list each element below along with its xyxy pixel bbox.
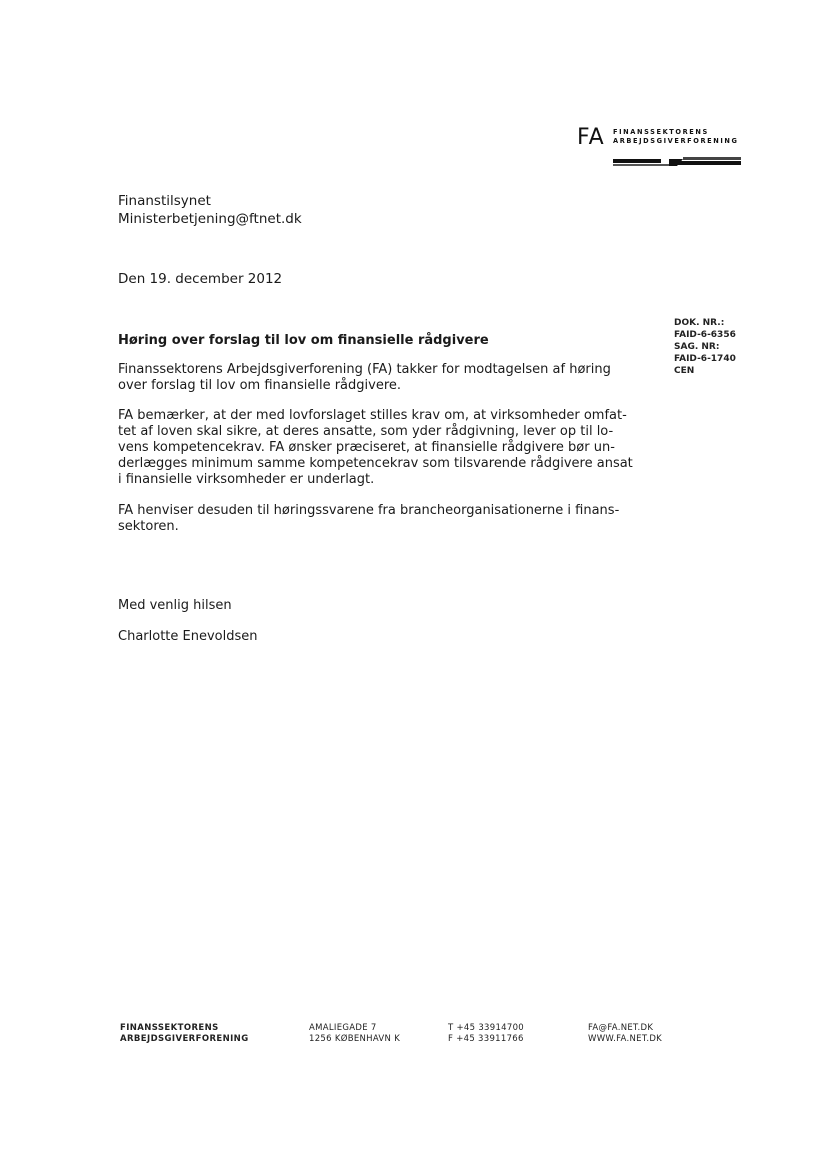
footer-web-link[interactable]: WWW.FA.NET.DK <box>588 1034 663 1044</box>
paragraph-line: FA bemærker, at der med lovforslaget stilles krav om, at virksomheder omfat- <box>118 408 627 423</box>
logo-name-line2: ARBEJDSGIVERFORENING <box>613 137 739 145</box>
footer-org-line2: ARBEJDSGIVERFORENING <box>120 1034 249 1044</box>
paragraph-line: sektoren. <box>118 519 179 534</box>
paragraph-line: over forslag til lov om finansielle rådgivere. <box>118 378 402 393</box>
reference-sidebar <box>674 317 736 377</box>
recipient-email: Ministerbetjening@ftnet.dk <box>118 211 302 227</box>
logo-name-line1: FINANSSEKTORENS <box>613 128 709 136</box>
logo-bars-graphic <box>613 154 741 168</box>
paragraph-line: vens kompetencekrav. FA ønsker præciseret, at finansielle rådgivere bør un- <box>118 440 615 455</box>
footer-fax: F +45 33911766 <box>448 1034 524 1044</box>
footer-phone: T +45 33914700 <box>448 1023 524 1033</box>
footer-organization <box>120 1023 249 1045</box>
logo-abbreviation: FA <box>577 125 605 150</box>
paragraph-line: Finanssektorens Arbejdsgiverforening (FA) takker for modtagelsen af høring <box>118 362 611 377</box>
paragraph-line: i finansielle virksomheder er underlagt. <box>118 472 375 487</box>
doc-number-value: FAID-6-6356 <box>674 330 736 340</box>
paragraph-line: tet af loven skal sikre, at deres ansatte, som yder rådgivning, lever op til lo- <box>118 424 614 439</box>
case-number-label: SAG. NR: <box>674 342 720 352</box>
recipient-name: Finanstilsynet <box>118 193 211 209</box>
footer-street: AMALIEGADE 7 <box>309 1023 377 1033</box>
footer-address <box>309 1023 400 1045</box>
paragraph-intro <box>118 362 638 394</box>
author-initials: CEN <box>674 366 695 376</box>
case-number-value: FAID-6-1740 <box>674 354 736 364</box>
recipient-block <box>118 192 302 228</box>
footer-contact <box>588 1023 662 1045</box>
closing-salutation: Med venlig hilsen <box>118 598 232 613</box>
signature-name: Charlotte Enevoldsen <box>118 629 258 644</box>
footer-email-link[interactable]: FA@FA.NET.DK <box>588 1023 654 1033</box>
paragraph-remarks <box>118 408 638 488</box>
footer-org-line1: FINANSSEKTORENS <box>120 1023 219 1033</box>
footer-city: 1256 KØBENHAVN K <box>309 1034 401 1044</box>
doc-number-label: DOK. NR.: <box>674 318 725 328</box>
paragraph-line: FA henviser desuden til høringssvarene fra brancheorganisationerne i finans- <box>118 503 620 518</box>
paragraph-line: derlægges minimum samme kompetencekrav som tilsvarende rådgivere ansat <box>118 456 633 471</box>
fa-logo <box>577 124 747 174</box>
letter-date: Den 19. december 2012 <box>118 271 283 287</box>
letter-subject: Høring over forslag til lov om finansielle rådgivere <box>118 333 489 348</box>
paragraph-reference <box>118 503 638 535</box>
footer-phone-block <box>448 1023 524 1045</box>
